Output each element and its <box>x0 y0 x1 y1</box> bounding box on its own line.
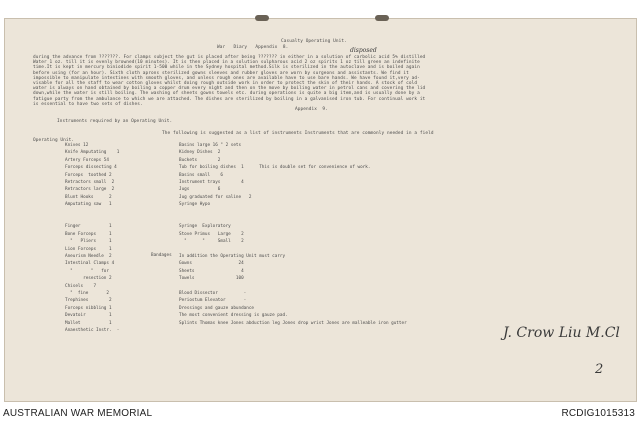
instrument-line: " fine 2 <box>65 291 109 296</box>
instrument-line: Syringe Hypo <box>179 202 211 208</box>
instrument-line: Dressings and gauze abundance <box>179 305 255 311</box>
paragraph-line: impossible to manipulate intestines with smooth gloves, and unless rough ones are available have to use bare hands. We have found it,very ad- <box>33 75 420 81</box>
instrument-line: In addition the Operating Unit must carry <box>179 254 286 259</box>
paragraph-line: fatigue party from the ambulance to which we are attached. The dishes are sterilized by boiling in a galvanised iron tub. For continual work it <box>33 96 426 102</box>
instrument-line: Sheets 4 <box>179 268 244 274</box>
instrument-line: Syringe Exploratory <box>179 224 231 230</box>
instrument-line: Tub for boiling dishes 1 This is double set for convenience of work. <box>179 165 371 171</box>
instrument-line: Forceps dissecting 4 <box>65 165 117 171</box>
instrument-line: Bone Forceps 1 <box>65 231 112 237</box>
instrument-line: Lion Forceps 1 <box>65 246 112 252</box>
instrument-line: Anaesthetic Instr. - <box>65 328 120 333</box>
footer-left-label: AUSTRALIAN WAR MEMORIAL <box>3 408 153 419</box>
paragraph-line: time.It is kept in mercury biniodide spirit 1-500 while in the Sydney hospital method.Silk is sterilized in the autoclave and is boiled again <box>33 65 420 71</box>
instrument-line: Amputating saw 1 <box>65 202 112 208</box>
instrument-line: Buckets 2 <box>179 157 221 163</box>
handwritten-signature: J. Crow Liu M.Cl <box>503 325 620 341</box>
instrument-line: Finger 1 <box>65 224 112 230</box>
footer-right-label: RCDIG1015313 <box>561 408 635 419</box>
instrument-line: Splints Thomas knee Jones abduction leg Jones drop wrist Jones are malleable iron gutter <box>179 320 407 326</box>
typed-page <box>4 18 637 402</box>
instrument-line: Intestinal Clamps 4 <box>65 261 115 267</box>
paragraph-line: down,while the water is still boiling. The washing of sheets gowns towels etc. during operations is quite a big item,and is usually done by a <box>33 91 420 97</box>
paragraph-line: water is always on hand obtained by boiling a copper drum every night and then on the move by boiling water in petrol cans and covering the lid <box>33 86 426 92</box>
instrument-line: Jugs 6 <box>179 187 221 193</box>
footer-bar <box>0 405 639 422</box>
paragraph-line: before using (for an hour). Sixth cloth aprons sterilized gowns sleeves and rubber gloves are worn by surgeons and assistants. We find it <box>33 70 409 76</box>
document-title: Casualty Operating Unit. <box>281 39 347 44</box>
instrument-line: Trephines 2 <box>65 298 112 304</box>
punch-hole <box>375 15 389 21</box>
instrument-line: resection 2 <box>65 276 112 282</box>
instrument-line: Retractors large 2 <box>65 187 115 193</box>
paragraph-line: is essential to have two sets of dishes. <box>33 101 143 107</box>
instrument-line: Devatoir 1 <box>65 313 112 319</box>
paragraph-line: Water 1 oz. till it is evenly browned(10 minutes). It is then placed in a solution sulpharous acid 2 oz spirits 1 oz till green an indefinite <box>33 60 420 66</box>
instrument-line: The most convenient dressing is gauze pad. <box>179 313 288 319</box>
instrument-line: Retractors small 2 <box>65 180 115 185</box>
instrument-line: " " Small 2 <box>179 239 244 245</box>
instruments-intro: The following is suggested as a list of instruments Instruments that are commonly needed in a field <box>162 131 434 136</box>
instruments-heading: Instruments required by an Operating Unit. <box>57 119 173 124</box>
instrument-line: Periostum Elevator - <box>179 298 247 304</box>
margin-note: Bandages <box>151 253 172 258</box>
appendix-9-title: Appendix 9. <box>295 107 328 112</box>
instrument-line: Gowns 24 <box>179 261 244 267</box>
punch-hole <box>255 15 269 21</box>
instrument-line: Towels 100 <box>179 276 244 282</box>
instrument-line: Forceps toothed 2 <box>65 172 112 178</box>
instrument-line: Knives 12 <box>65 143 89 148</box>
operating-unit-label: Operating Unit. <box>33 138 75 143</box>
instrument-line: Stove Primus Large 2 <box>179 231 244 237</box>
instrument-line: Basins large 16 " 2 sets <box>179 143 242 148</box>
instrument-line: Chisels 7 <box>65 283 97 289</box>
instrument-line: Forceps nibbling 1 <box>65 305 112 311</box>
instrument-line: " " for <box>65 268 109 274</box>
paragraph-line: during the advance from ???????. For clamps subject the gut is placed after being ??????? in either in a solution of carbolic acid 5% distilled <box>33 55 426 60</box>
instrument-line: Knife Amputating 1 <box>65 150 120 156</box>
instrument-line: Basins small 6 <box>179 172 223 178</box>
instrument-line: Artery Forceps 54 <box>65 157 109 163</box>
instrument-line: Blood Dissector - <box>179 291 247 296</box>
instrument-line: " Pliers 1 <box>65 239 112 245</box>
instrument-line: Blunt Hooks 2 <box>65 194 112 200</box>
document-subtitle: War Diary Appendix 8. <box>217 45 289 50</box>
instrument-line: Aneurism Needle 2 <box>65 254 112 259</box>
instrument-line: Instrument trays 4 <box>179 180 244 185</box>
instrument-line: Mallet 1 <box>65 320 112 326</box>
page-mark: 2 <box>595 362 604 377</box>
handwritten-insertion: disposed <box>350 47 377 54</box>
paragraph-line: visable for all the staff to wear cotton gloves whilst doing rough outside work in order to protect the skin of their hands. A stock of cold <box>33 81 418 86</box>
instrument-line: Jug graduated for saline 2 <box>179 194 252 200</box>
instrument-line: Kidney Dishes 2 <box>179 150 221 156</box>
